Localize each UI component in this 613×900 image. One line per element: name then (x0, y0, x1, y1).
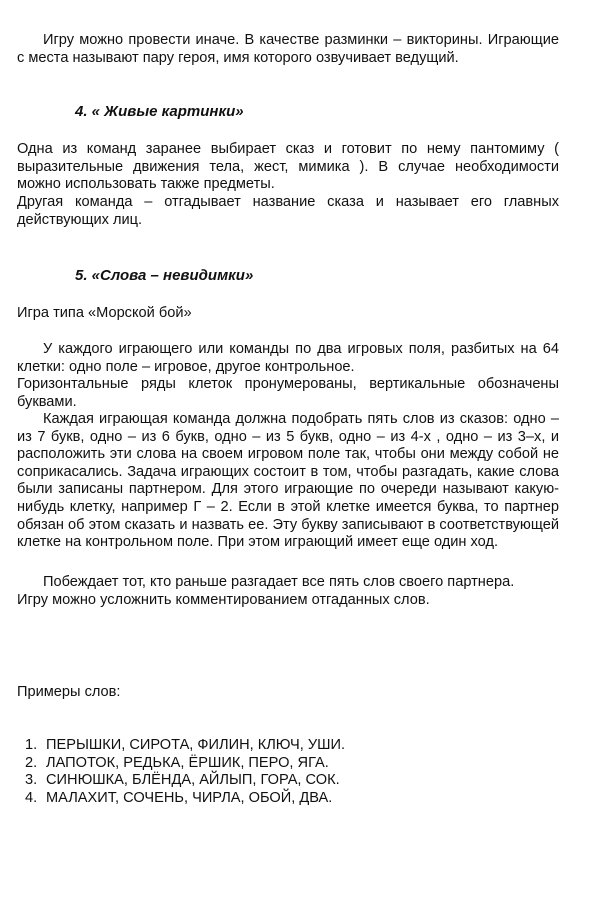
list-item (25, 737, 345, 755)
section-5-heading: 5. «Слова – невидимки» (75, 267, 254, 284)
list-item-text: ЛАПОТОК, РЕДЬКА, ЁРШИК, ПЕРО, ЯГА. (46, 754, 329, 771)
examples-title: Примеры слов: (17, 684, 121, 700)
list-item (25, 755, 345, 773)
section-5-paragraph-3: Каждая играющая команда должна подобрать пять слов из сказов: одно – из 7 букв, одно – из 6 букв, одно – из 5 букв, одно – из 4-х , одно – из 3–х, и расположить эти слова на своем игровом поле так, чтобы они между собой не соприкасались. Задача играющих состоит в том, чтобы разгадать, какие слова были записаны партнером. Для этого играющие по очереди называют какую-нибудь клетку, например Г – 2. Если в этой клетке имеется буква, то партнер обязан об этом сказать и назвать ее. Эту букву записывают в соответствующей клетке на контрольном поле. При этом играющий имеет еще один ход. (17, 411, 559, 551)
examples-list (25, 737, 345, 807)
list-item-number: 2. (25, 754, 38, 771)
section-5-subtitle: Игра типа «Морской бой» (17, 305, 192, 321)
list-item-number: 4. (25, 789, 38, 806)
list-item (25, 772, 345, 790)
section-5-paragraph-1: У каждого играющего или команды по два игровых поля, разбитых на 64 клетки: одно поле – игровое, другое контрольное. (17, 341, 559, 375)
list-item-text: СИНЮШКА, БЛЁНДА, АЙЛЫП, ГОРА, СОК. (46, 772, 340, 789)
section-5-paragraph-2: Горизонтальные ряды клеток пронумерованы, вертикальные обозначены буквами. (17, 376, 559, 410)
section-5-paragraph-4: Побеждает тот, кто раньше разгадает все пять слов своего партнера. (43, 574, 515, 590)
section-4-paragraph-2: Другая команда – отгадывает название сказа и называет его главных действующих лиц. (17, 194, 559, 228)
list-item-number: 1. (25, 737, 38, 753)
section-5-paragraph-5: Игру можно усложнить комментированием отгаданных слов. (17, 592, 430, 608)
list-item (25, 790, 345, 808)
intro-paragraph: Игру можно провести иначе. В качестве разминки – викторины. Играющие с места называют пару героя, имя которого озвучивает ведущий. (17, 32, 559, 66)
list-item-number: 3. (25, 772, 38, 789)
section-4-heading: 4. « Живые картинки» (75, 103, 244, 120)
list-item-text: МАЛАХИТ, СОЧЕНЬ, ЧИРЛА, ОБОЙ, ДВА. (46, 789, 333, 806)
section-4-paragraph-1: Одна из команд заранее выбирает сказ и готовит по нему пантомиму ( выразительные движения тела, жест, мимика ). В случае необходимости можно использовать также предметы. (17, 141, 559, 193)
list-item-text: ПЕРЫШКИ, СИРОТА, ФИЛИН, КЛЮЧ, УШИ. (46, 737, 346, 753)
